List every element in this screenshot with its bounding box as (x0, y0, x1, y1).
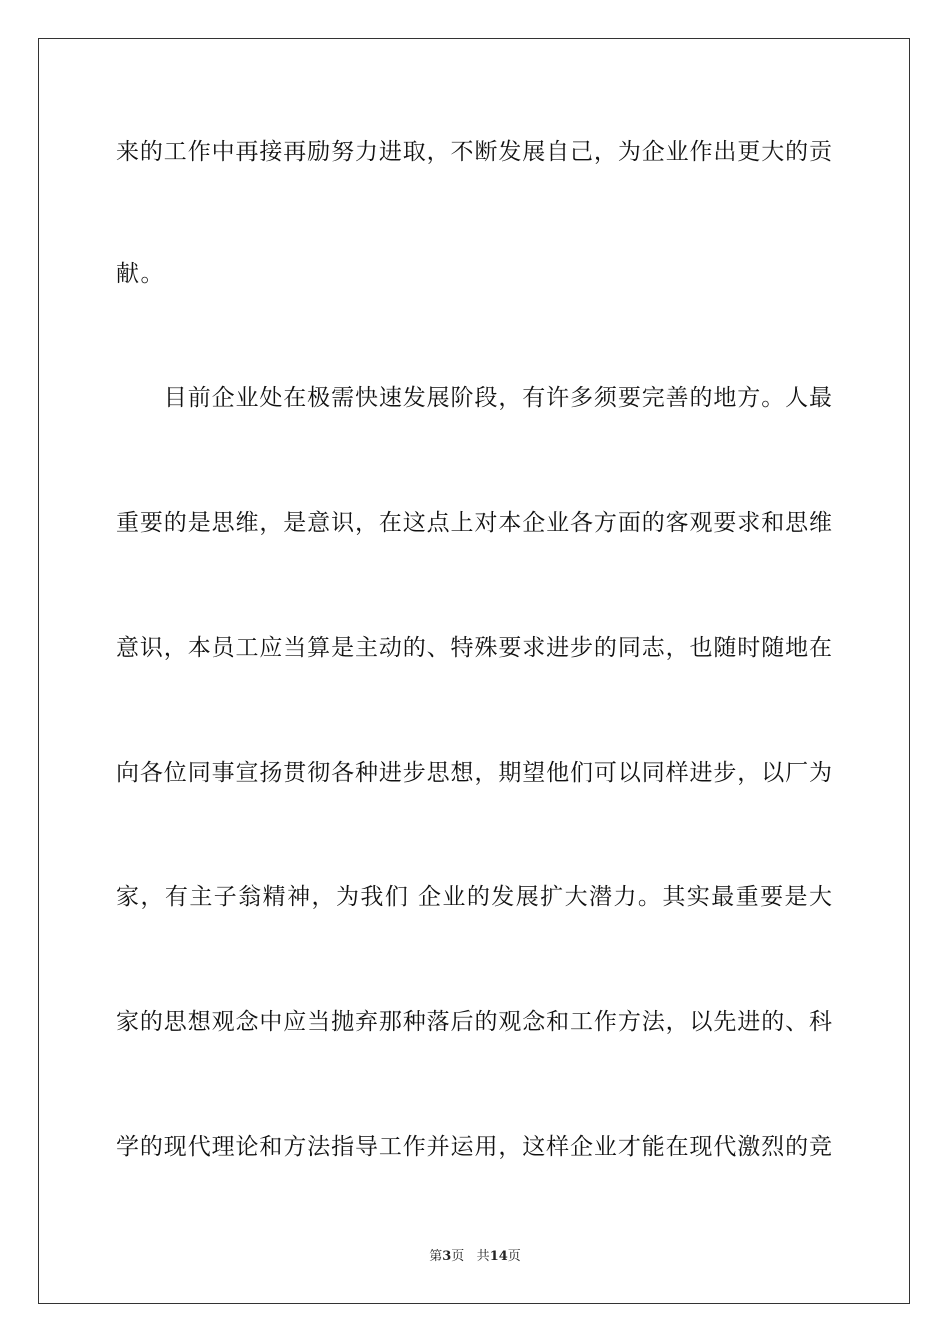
page-footer (0, 1248, 950, 1266)
body-text-line: 家，有主子翁精神，为我们 企业的发展扩大潜力。其实最重要是大 (116, 884, 832, 910)
body-text-line: 重要的是思维，是意识，在这点上对本企业各方面的客观要求和思维 (116, 510, 832, 536)
footer-page-unit: 页 (451, 1249, 465, 1264)
page-frame (38, 38, 910, 1304)
body-text-line: 学的现代理论和方法指导工作并运用，这样企业才能在现代激烈的竞 (116, 1134, 832, 1160)
footer-total-prefix: 共 (476, 1249, 490, 1264)
body-text-line: 家的思想观念中应当抛弃那种落后的观念和工作方法，以先进的、科 (116, 1009, 832, 1035)
body-text-line: 来的工作中再接再励努力进取，不断发展自己，为企业作出更大的贡 (116, 139, 832, 165)
body-text-line: 向各位同事宣扬贯彻各种进步思想，期望他们可以同样进步，以厂为 (116, 760, 832, 786)
footer-page-current: 3 (442, 1249, 452, 1264)
footer-page-total: 14 (489, 1249, 508, 1264)
body-text-line: 意识，本员工应当算是主动的、特殊要求进步的同志，也随时随地在 (116, 635, 832, 661)
footer-page-prefix: 第 (429, 1249, 443, 1264)
footer-total-unit: 页 (507, 1249, 521, 1264)
body-text-line: 目前企业处在极需快速发展阶段，有许多须要完善的地方。人最 (116, 385, 832, 411)
body-text-line: 献。 (116, 261, 165, 287)
